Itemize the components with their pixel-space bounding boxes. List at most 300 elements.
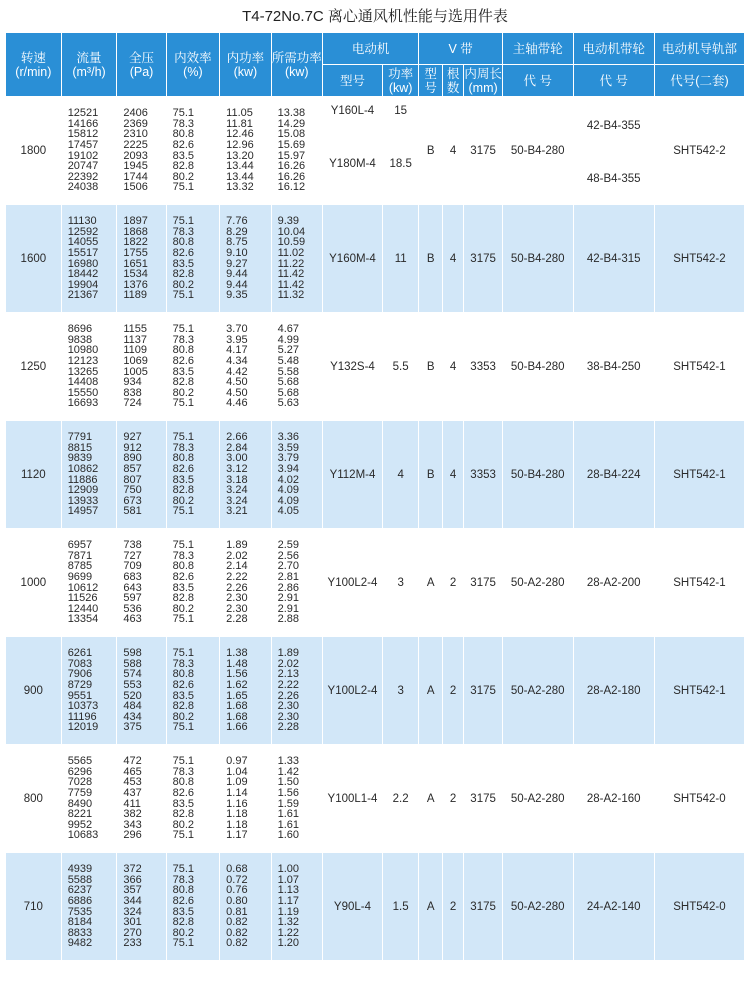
motor-power-cell: 3 [382,637,418,745]
motor-power-cell: 3 [382,529,418,637]
required-power-cell-value: 2.56 [277,549,299,562]
required-power-cell-value: 13.38 [277,107,306,120]
belt-length-cell: 3175 [464,529,503,637]
motor-power-b: 18.5 [389,158,412,170]
pressure-cell-value: 1822 [123,236,148,249]
inner-power-cell-value: 3.24 [226,484,248,497]
inner-power-cell-value: 4.46 [226,397,248,410]
pressure-cell-value: 343 [123,818,142,831]
flow-cell-value: 11196 [67,710,97,723]
rail-cell: SHT542-0 [654,745,744,853]
motor-pulley-cell: 24-A2-140 [573,853,654,961]
required-power-cell-value: 1.60 [277,829,299,842]
flow-cell-value: 13354 [67,613,99,626]
inner-power-cell-value: 4.50 [226,386,248,399]
inner-power-cell-value: 9.10 [226,246,248,259]
speed-group-row [6,97,745,205]
pressure-cell-value: 1155 [123,323,148,336]
efficiency-cell-value: 83.5 [172,257,195,270]
inner-power-cell-value: 1.56 [226,668,248,681]
inner-power-cell-value: 1.68 [226,710,248,723]
flow-cell-value: 8696 [67,323,93,336]
inner-power-cell [220,745,271,853]
motor-model-cell: Y100L2-4 [322,637,382,745]
spindle-pulley-cell: 50-B4-280 [502,97,573,205]
speed-group-row [6,853,745,961]
pressure-cell-value: 296 [123,829,142,842]
inner-power-cell-value: 0.76 [226,884,248,897]
flow-cell-value: 8785 [67,560,93,573]
speed-cell: 1250 [6,313,62,421]
motor-pulley-b: 48-B4-355 [586,173,641,185]
header-motor-power: 功率 (kw) [382,65,418,97]
speed-group-row [6,745,745,853]
efficiency-cell-value: 80.8 [172,344,195,357]
pressure-cell-value: 673 [123,494,142,507]
required-power-cell [271,205,322,313]
pressure-cell-value: 738 [123,539,142,552]
required-power-cell-value: 1.61 [277,808,299,821]
flow-cell-value: 9838 [67,333,93,346]
pressure-cell-value: 727 [123,549,142,562]
pressure-cell-value: 683 [123,570,142,583]
rail-cell: SHT542-1 [654,529,744,637]
belt-count-cell: 2 [442,745,463,853]
required-power-cell-value: 2.02 [277,657,299,670]
pressure-cell-value: 553 [123,678,142,691]
pressure-cell-value: 890 [123,452,142,465]
required-power-cell-value: 5.68 [277,376,299,389]
flow-cell-value: 14055 [67,236,99,249]
motor-pulley-cell [573,97,654,205]
inner-power-cell-value: 3.00 [226,452,248,465]
efficiency-cell [166,421,220,529]
inner-power-cell-value: 2.30 [226,602,248,615]
inner-power-cell-value: 1.09 [226,776,248,789]
flow-cell-value: 9952 [67,818,93,831]
flow-cell-value: 9699 [67,570,93,583]
efficiency-cell-value: 82.6 [172,246,195,259]
required-power-cell-value: 15.97 [277,149,306,162]
required-power-cell-value: 2.86 [277,581,299,594]
efficiency-cell-value: 75.1 [172,107,195,120]
efficiency-cell-value: 78.3 [172,333,195,346]
efficiency-cell-value: 82.6 [172,138,195,151]
required-power-cell-value: 5.27 [277,344,299,357]
inner-power-cell-value: 8.29 [226,225,248,238]
required-power-cell-value: 5.68 [277,386,299,399]
flow-cell-value: 17457 [67,138,99,151]
efficiency-cell [166,97,220,205]
inner-power-cell-value: 3.70 [226,323,248,336]
flow-cell [61,745,117,853]
pressure-cell-value: 344 [123,894,142,907]
required-power-cell-value: 4.05 [277,505,299,518]
required-power-cell [271,421,322,529]
inner-power-cell-value: 1.14 [226,786,248,799]
motor-model-a: Y160L-4 [330,105,375,117]
efficiency-cell-value: 75.1 [172,863,195,876]
rail-cell: SHT542-2 [654,205,744,313]
efficiency-cell-value: 82.8 [172,916,195,929]
efficiency-cell [166,529,220,637]
efficiency-cell-value: 75.1 [172,539,195,552]
efficiency-cell-value: 82.6 [172,570,195,583]
required-power-cell-value: 1.61 [277,818,299,831]
pressure-cell-value: 357 [123,884,142,897]
inner-power-cell-value: 0.82 [226,937,248,950]
flow-cell-value: 14166 [67,117,99,130]
inner-power-cell-value: 1.18 [226,818,248,831]
inner-power-cell-value: 11.05 [226,107,253,120]
belt-length-cell: 3353 [464,313,503,421]
inner-power-cell-value: 2.28 [226,613,248,626]
efficiency-cell-value: 80.2 [172,926,195,939]
required-power-cell-value: 15.69 [277,138,306,151]
inner-power-cell-value: 0.68 [226,863,248,876]
inner-power-cell-value: 3.95 [226,333,248,346]
required-power-cell-value: 4.02 [277,473,299,486]
motor-model-cell: Y160M-4 [322,205,382,313]
flow-cell-value: 15517 [67,246,99,259]
header-motor-rail: 电动机导轨部 [654,33,744,65]
inner-power-cell [220,97,271,205]
header-flow: 流量 (m³/h) [61,33,117,97]
efficiency-cell-value: 80.2 [172,494,195,507]
pressure-cell-value: 1945 [123,160,148,173]
pressure-cell-value: 1755 [123,246,148,259]
inner-power-cell-value: 1.66 [226,721,248,734]
pressure-cell-value: 857 [123,462,142,475]
belt-type-cell: B [419,421,443,529]
speed-cell: 710 [6,853,62,961]
flow-cell-value: 13933 [67,494,99,507]
motor-model-cell: Y112M-4 [322,421,382,529]
header-motor-pulley-code: 代 号 [573,65,654,97]
efficiency-cell-value: 75.1 [172,755,195,768]
flow-cell-value: 5588 [67,873,93,886]
spindle-pulley-cell: 50-A2-280 [502,637,573,745]
required-power-cell-value: 1.20 [277,937,299,950]
efficiency-cell-value: 82.8 [172,484,195,497]
required-power-cell-value: 2.28 [277,721,299,734]
efficiency-cell-value: 75.1 [172,181,195,194]
belt-type-cell: B [419,205,443,313]
inner-power-cell [220,853,271,961]
pressure-cell-value: 411 [123,797,141,810]
flow-cell-value: 6237 [67,884,93,897]
motor-model-cell: Y100L1-4 [322,745,382,853]
pressure-cell-value: 1534 [123,268,148,281]
efficiency-cell-value: 75.1 [172,397,195,410]
required-power-cell [271,853,322,961]
header-belt-type: 型号 [419,65,443,97]
required-power-cell [271,529,322,637]
efficiency-cell-value: 82.6 [172,678,195,691]
inner-power-cell-value: 4.50 [226,376,248,389]
header-required-power: 所需功率 (kw) [271,33,322,97]
motor-power-a: 15 [394,105,408,117]
pressure-cell-value: 2369 [123,117,148,130]
required-power-cell-value: 1.42 [277,765,299,778]
pressure-cell-value: 1189 [123,289,148,302]
flow-cell-value: 10373 [67,700,99,713]
belt-type-cell: B [419,313,443,421]
required-power-cell-value: 15.08 [277,128,306,141]
inner-power-cell-value: 0.80 [226,894,248,907]
flow-cell-value: 10612 [67,581,99,594]
pressure-cell-value: 536 [123,602,142,615]
inner-power-cell-value: 0.72 [226,873,248,886]
belt-length-cell: 3353 [464,421,503,529]
pressure-cell-value: 1897 [123,215,148,228]
required-power-cell-value: 1.50 [277,776,299,789]
inner-power-cell [220,313,271,421]
pressure-cell-value: 574 [123,668,142,681]
pressure-cell-value: 2406 [123,107,148,120]
page-title: T4-72No.7C 离心通风机性能与选用件表 [242,8,508,25]
flow-cell [61,205,117,313]
motor-pulley-cell: 28-A2-180 [573,637,654,745]
pressure-cell-value: 437 [123,786,142,799]
required-power-cell-value: 2.22 [277,678,299,691]
required-power-cell-value: 4.09 [277,484,299,497]
flow-cell [61,313,117,421]
required-power-cell-value: 2.59 [277,539,299,552]
pressure-cell-value: 375 [123,721,142,734]
motor-model-cell: Y100L2-4 [322,529,382,637]
inner-power-cell-value: 2.26 [226,581,248,594]
efficiency-cell-value: 78.3 [172,549,195,562]
efficiency-cell-value: 80.8 [172,668,195,681]
flow-cell-value: 18442 [67,268,99,281]
inner-power-cell-value: 0.81 [226,905,248,918]
inner-power-cell-value: 4.34 [226,354,248,367]
belt-type-cell: A [419,529,443,637]
inner-power-cell-value: 13.32 [226,181,254,194]
speed-group-row [6,637,745,745]
required-power-cell-value: 10.59 [277,236,306,249]
inner-power-cell [220,421,271,529]
rail-cell: SHT542-1 [654,637,744,745]
required-power-cell-value: 5.48 [277,354,299,367]
flow-cell [61,421,117,529]
efficiency-cell-value: 82.8 [172,592,195,605]
pressure-cell-value: 453 [123,776,142,789]
flow-cell-value: 12521 [67,107,99,120]
motor-model-cell: Y90L-4 [322,853,382,961]
pressure-cell-value: 838 [123,386,142,399]
pressure-cell-value: 1005 [123,365,148,378]
spindle-pulley-cell: 50-A2-280 [502,529,573,637]
efficiency-cell-value: 83.5 [172,149,195,162]
pressure-cell-value: 1868 [123,225,148,238]
required-power-cell-value: 2.30 [277,700,299,713]
pressure-cell-value: 588 [123,657,142,670]
pressure-cell-value: 301 [123,916,142,929]
pressure-cell [117,421,166,529]
flow-cell-value: 8184 [67,916,93,929]
inner-power-cell-value: 9.44 [226,278,248,291]
pressure-cell-value: 472 [123,755,142,768]
flow-cell-value: 22392 [67,170,99,183]
efficiency-cell-value: 80.8 [172,452,195,465]
belt-count-cell: 2 [442,529,463,637]
required-power-cell [271,97,322,205]
flow-cell-value: 12592 [67,225,99,238]
inner-power-cell-value: 13.20 [226,149,254,162]
efficiency-cell-value: 82.8 [172,700,195,713]
flow-cell-value: 11886 [67,473,98,486]
required-power-cell-value: 3.59 [277,441,299,454]
flow-cell-value: 9482 [67,937,93,950]
motor-model-b: Y180M-4 [329,158,376,170]
flow-cell-value: 7759 [67,786,93,799]
efficiency-cell-value: 80.2 [172,170,195,183]
required-power-cell-value: 1.59 [277,797,299,810]
speed-cell: 1120 [6,421,62,529]
efficiency-cell-value: 80.8 [172,776,195,789]
header-pressure: 全压 (Pa) [117,33,166,97]
header-spindle-code: 代 号 [502,65,573,97]
flow-cell-value: 9839 [67,452,93,465]
pressure-cell-value: 1069 [123,354,148,367]
header-spindle-pulley: 主轴带轮 [502,33,573,65]
flow-cell-value: 12440 [67,602,99,615]
flow-cell-value: 16980 [67,257,99,270]
pressure-cell-value: 581 [123,505,142,518]
efficiency-cell-value: 80.2 [172,278,195,291]
pressure-cell-value: 366 [123,873,142,886]
flow-cell-value: 7083 [67,657,93,670]
pressure-cell-value: 643 [123,581,142,594]
required-power-cell-value: 3.94 [277,462,299,475]
belt-type-cell: A [419,853,443,961]
required-power-cell-value: 10.04 [277,225,306,238]
motor-power-cell: 4 [382,421,418,529]
inner-power-cell-value: 9.27 [226,257,248,270]
motor-pulley-cell: 42-B4-315 [573,205,654,313]
efficiency-cell-value: 83.5 [172,581,195,594]
inner-power-cell-value: 9.35 [226,289,248,302]
inner-power-cell-value: 8.75 [226,236,248,249]
required-power-cell-value: 2.26 [277,689,299,702]
speed-cell: 1000 [6,529,62,637]
motor-power-cell: 11 [382,205,418,313]
required-power-cell-value: 16.26 [277,170,306,183]
efficiency-cell-value: 83.5 [172,905,195,918]
required-power-cell-value: 1.13 [277,884,299,897]
efficiency-cell-value: 78.3 [172,873,195,886]
pressure-cell-value: 912 [123,441,142,454]
inner-power-cell-value: 9.44 [226,268,248,281]
spindle-pulley-cell: 50-A2-280 [502,853,573,961]
required-power-cell-value: 5.58 [277,365,299,378]
flow-cell [61,529,117,637]
rail-cell: SHT542-2 [654,97,744,205]
flow-cell-value: 10683 [67,829,99,842]
efficiency-cell-value: 75.1 [172,505,195,518]
rail-cell: SHT542-1 [654,313,744,421]
pressure-cell-value: 2225 [123,138,148,151]
required-power-cell-value: 16.12 [277,181,306,194]
flow-cell-value: 14957 [67,505,99,518]
speed-group-row [6,205,745,313]
efficiency-cell [166,637,220,745]
inner-power-cell-value: 1.04 [226,765,248,778]
flow-cell-value: 12019 [67,721,99,734]
belt-length-cell: 3175 [464,745,503,853]
efficiency-cell-value: 83.5 [172,689,195,702]
speed-cell: 800 [6,745,62,853]
pressure-cell [117,745,166,853]
motor-power-cell: 5.5 [382,313,418,421]
header-belt-length: 内周长 (mm) [464,66,502,95]
pressure-cell-value: 807 [123,473,142,486]
rail-cell: SHT542-1 [654,421,744,529]
motor-pulley-cell: 28-A2-200 [573,529,654,637]
pressure-cell-value: 463 [123,613,142,626]
flow-cell-value: 10980 [67,344,99,357]
performance-table [5,32,745,961]
required-power-cell-value: 1.89 [277,647,299,660]
inner-power-cell-value: 2.02 [226,549,248,562]
belt-length-cell: 3175 [464,853,503,961]
efficiency-cell-value: 82.8 [172,376,195,389]
efficiency-cell [166,853,220,961]
flow-cell [61,853,117,961]
inner-power-cell-value: 1.38 [226,647,248,660]
inner-power-cell-value: 1.18 [226,808,248,821]
efficiency-cell-value: 78.3 [172,225,195,238]
required-power-cell-value: 3.79 [277,452,299,465]
flow-cell-value: 20747 [67,160,99,173]
inner-power-cell [220,637,271,745]
belt-length-cell: 3175 [464,205,503,313]
required-power-cell-value: 1.32 [277,916,299,929]
required-power-cell [271,745,322,853]
flow-cell-value: 5565 [67,755,93,768]
pressure-cell-value: 750 [123,484,142,497]
belt-count-cell: 4 [442,421,463,529]
pressure-cell [117,637,166,745]
required-power-cell-value: 5.63 [277,397,299,410]
efficiency-cell-value: 75.1 [172,613,195,626]
belt-type-cell: A [419,745,443,853]
motor-pulley-a: 42-B4-355 [586,120,641,132]
pressure-cell-value: 1651 [123,257,148,270]
motor-power-cell: 2.2 [382,745,418,853]
flow-cell-value: 8833 [67,926,93,939]
efficiency-cell-value: 80.2 [172,602,195,615]
flow-cell-value: 13265 [67,365,99,378]
flow-cell-value: 6296 [67,765,93,778]
pressure-cell-value: 270 [123,926,142,939]
required-power-cell-value: 1.33 [277,755,299,768]
flow-cell-value: 7791 [67,431,93,444]
belt-length-cell: 3175 [464,97,503,205]
required-power-cell-value: 1.56 [277,786,299,799]
inner-power-cell-value: 1.17 [226,829,248,842]
flow-cell-value: 11130 [67,215,97,228]
required-power-cell-value: 2.91 [277,592,299,605]
efficiency-cell-value: 82.6 [172,786,195,799]
efficiency-cell-value: 80.2 [172,710,195,723]
header-inner-power: 内功率 (kw) [220,33,271,97]
flow-cell-value: 10862 [67,462,99,475]
pressure-cell-value: 1506 [123,181,148,194]
efficiency-cell-value: 80.8 [172,128,195,141]
